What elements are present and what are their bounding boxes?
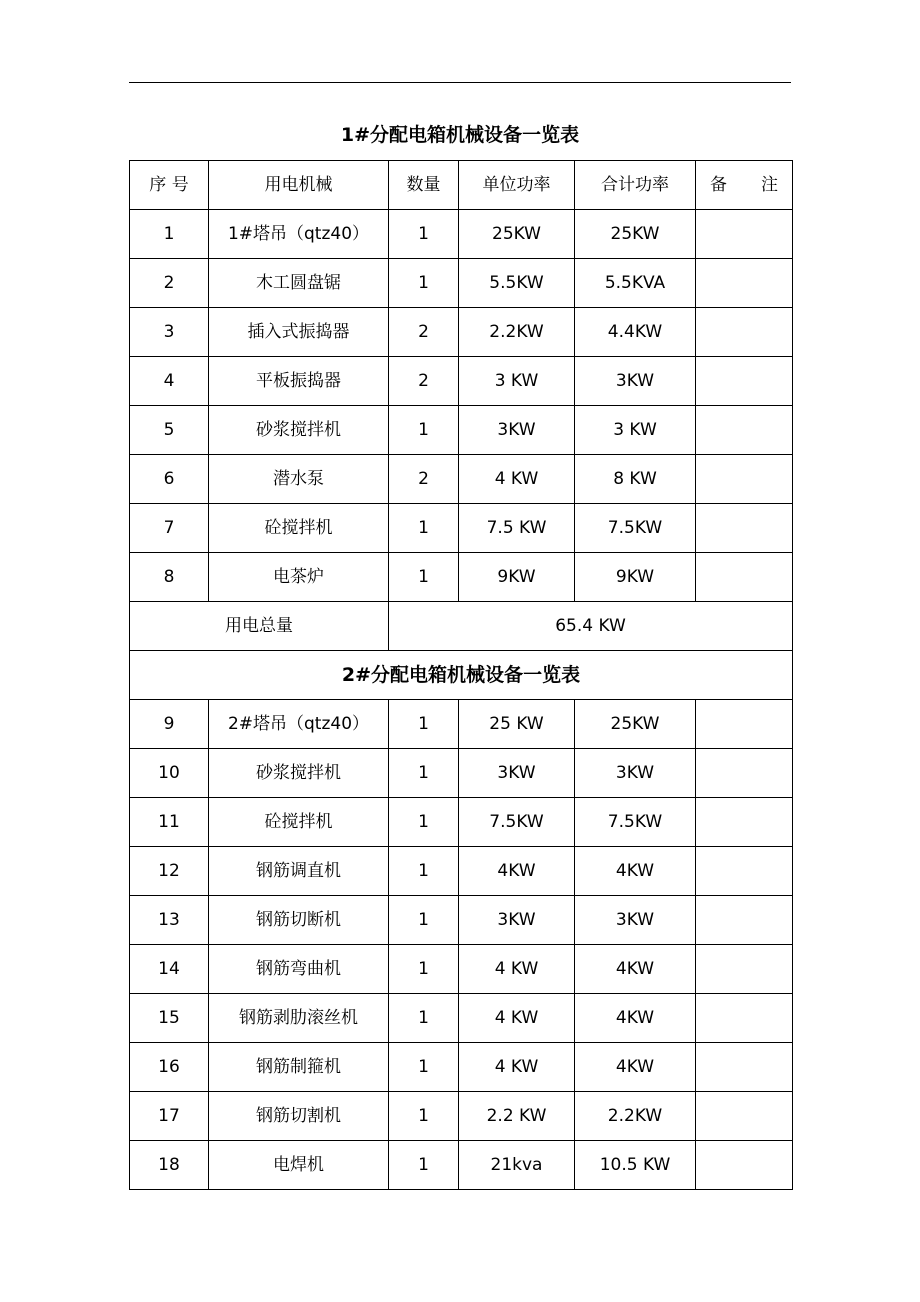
table-row: [130, 1043, 793, 1092]
cell-unit-power: 2.2KW: [459, 308, 575, 357]
table-row: [130, 798, 793, 847]
cell-total-power: 4KW: [575, 994, 696, 1043]
table-row: [130, 945, 793, 994]
table-row: [130, 259, 793, 308]
cell-index: 6: [130, 455, 209, 504]
cell-quantity: 1: [389, 504, 459, 553]
table-row: [130, 357, 793, 406]
header-cell-unit-power: 单位功率: [459, 161, 575, 210]
header-cell-remarks: 备 注: [696, 161, 793, 210]
cell-equipment: 钢筋制箍机: [209, 1043, 389, 1092]
cell-total-power: 3KW: [575, 896, 696, 945]
cell-quantity: 1: [389, 749, 459, 798]
cell-unit-power: 4 KW: [459, 455, 575, 504]
cell-remarks: [696, 945, 793, 994]
cell-unit-power: 3 KW: [459, 357, 575, 406]
cell-remarks: [696, 455, 793, 504]
cell-index: 12: [130, 847, 209, 896]
cell-unit-power: 25 KW: [459, 700, 575, 749]
cell-quantity: 1: [389, 259, 459, 308]
cell-remarks: [696, 259, 793, 308]
cell-index: 4: [130, 357, 209, 406]
cell-equipment: 平板振捣器: [209, 357, 389, 406]
cell-index: 14: [130, 945, 209, 994]
cell-remarks: [696, 700, 793, 749]
header-cell-equipment: 用电机械: [209, 161, 389, 210]
cell-equipment: 2#塔吊（qtz40）: [209, 700, 389, 749]
table2-title: 2#分配电箱机械设备一览表: [130, 651, 793, 700]
total-value: 65.4 KW: [389, 602, 793, 651]
cell-total-power: 9KW: [575, 553, 696, 602]
cell-remarks: [696, 1141, 793, 1190]
header-cell-total-power: 合计功率: [575, 161, 696, 210]
cell-equipment: 电茶炉: [209, 553, 389, 602]
cell-unit-power: 3KW: [459, 896, 575, 945]
cell-total-power: 25KW: [575, 210, 696, 259]
cell-quantity: 1: [389, 1092, 459, 1141]
cell-unit-power: 3KW: [459, 749, 575, 798]
cell-remarks: [696, 357, 793, 406]
cell-equipment: 砼搅拌机: [209, 504, 389, 553]
cell-equipment: 钢筋切割机: [209, 1092, 389, 1141]
total-row: [130, 602, 793, 651]
cell-index: 1: [130, 210, 209, 259]
cell-equipment: 砂浆搅拌机: [209, 406, 389, 455]
cell-quantity: 1: [389, 994, 459, 1043]
cell-unit-power: 4 KW: [459, 994, 575, 1043]
cell-remarks: [696, 749, 793, 798]
cell-total-power: 3 KW: [575, 406, 696, 455]
cell-equipment: 钢筋切断机: [209, 896, 389, 945]
cell-total-power: 25KW: [575, 700, 696, 749]
cell-total-power: 4.4KW: [575, 308, 696, 357]
cell-quantity: 1: [389, 1141, 459, 1190]
cell-unit-power: 21kva: [459, 1141, 575, 1190]
cell-quantity: 1: [389, 406, 459, 455]
cell-total-power: 2.2KW: [575, 1092, 696, 1141]
cell-quantity: 1: [389, 896, 459, 945]
cell-index: 10: [130, 749, 209, 798]
cell-total-power: 3KW: [575, 749, 696, 798]
header-cell-index: 序 号: [130, 161, 209, 210]
cell-quantity: 1: [389, 798, 459, 847]
cell-remarks: [696, 1092, 793, 1141]
table-row: [130, 1141, 793, 1190]
cell-equipment: 钢筋调直机: [209, 847, 389, 896]
cell-total-power: 7.5KW: [575, 504, 696, 553]
cell-equipment: 钢筋剥肋滚丝机: [209, 994, 389, 1043]
cell-remarks: [696, 847, 793, 896]
cell-equipment: 插入式振捣器: [209, 308, 389, 357]
total-label: 用电总量: [130, 602, 389, 651]
cell-remarks: [696, 1043, 793, 1092]
cell-index: 17: [130, 1092, 209, 1141]
table-row: [130, 700, 793, 749]
cell-total-power: 4KW: [575, 1043, 696, 1092]
table-row: [130, 308, 793, 357]
table-row: [130, 455, 793, 504]
table-row: [130, 896, 793, 945]
cell-remarks: [696, 504, 793, 553]
cell-quantity: 1: [389, 553, 459, 602]
cell-remarks: [696, 994, 793, 1043]
cell-equipment: 钢筋弯曲机: [209, 945, 389, 994]
cell-total-power: 4KW: [575, 847, 696, 896]
table-row: [130, 406, 793, 455]
table-row: [130, 994, 793, 1043]
table-row: [130, 210, 793, 259]
cell-quantity: 1: [389, 210, 459, 259]
cell-unit-power: 4KW: [459, 847, 575, 896]
cell-index: 16: [130, 1043, 209, 1092]
cell-equipment: 砂浆搅拌机: [209, 749, 389, 798]
cell-remarks: [696, 896, 793, 945]
cell-equipment: 砼搅拌机: [209, 798, 389, 847]
cell-quantity: 1: [389, 700, 459, 749]
cell-total-power: 7.5KW: [575, 798, 696, 847]
cell-index: 11: [130, 798, 209, 847]
cell-index: 3: [130, 308, 209, 357]
cell-unit-power: 7.5KW: [459, 798, 575, 847]
cell-index: 8: [130, 553, 209, 602]
cell-unit-power: 5.5KW: [459, 259, 575, 308]
section-title-row: [130, 651, 793, 700]
cell-equipment: 潜水泵: [209, 455, 389, 504]
cell-remarks: [696, 553, 793, 602]
cell-index: 7: [130, 504, 209, 553]
cell-index: 9: [130, 700, 209, 749]
cell-total-power: 3KW: [575, 357, 696, 406]
header-row: [130, 161, 793, 210]
cell-unit-power: 3KW: [459, 406, 575, 455]
cell-equipment: 1#塔吊（qtz40）: [209, 210, 389, 259]
cell-equipment: 电焊机: [209, 1141, 389, 1190]
cell-index: 5: [130, 406, 209, 455]
cell-unit-power: 9KW: [459, 553, 575, 602]
cell-unit-power: 4 KW: [459, 1043, 575, 1092]
cell-remarks: [696, 308, 793, 357]
equipment-table: [129, 160, 793, 1190]
cell-unit-power: 4 KW: [459, 945, 575, 994]
cell-index: 18: [130, 1141, 209, 1190]
cell-index: 15: [130, 994, 209, 1043]
table-row: [130, 847, 793, 896]
table-row: [130, 504, 793, 553]
cell-unit-power: 25KW: [459, 210, 575, 259]
table-row: [130, 1092, 793, 1141]
cell-remarks: [696, 210, 793, 259]
table-row: [130, 749, 793, 798]
cell-quantity: 2: [389, 308, 459, 357]
cell-quantity: 1: [389, 945, 459, 994]
cell-total-power: 10.5 KW: [575, 1141, 696, 1190]
table-row: [130, 553, 793, 602]
cell-remarks: [696, 798, 793, 847]
cell-total-power: 4KW: [575, 945, 696, 994]
cell-total-power: 8 KW: [575, 455, 696, 504]
cell-index: 13: [130, 896, 209, 945]
cell-equipment: 木工圆盘锯: [209, 259, 389, 308]
cell-remarks: [696, 406, 793, 455]
cell-unit-power: 7.5 KW: [459, 504, 575, 553]
cell-index: 2: [130, 259, 209, 308]
cell-quantity: 1: [389, 847, 459, 896]
cell-total-power: 5.5KVA: [575, 259, 696, 308]
cell-unit-power: 2.2 KW: [459, 1092, 575, 1141]
cell-quantity: 2: [389, 455, 459, 504]
table1-title: 1#分配电箱机械设备一览表: [340, 124, 580, 146]
cell-quantity: 2: [389, 357, 459, 406]
cell-quantity: 1: [389, 1043, 459, 1092]
header-cell-quantity: 数量: [389, 161, 459, 210]
header-rule: [129, 82, 791, 83]
